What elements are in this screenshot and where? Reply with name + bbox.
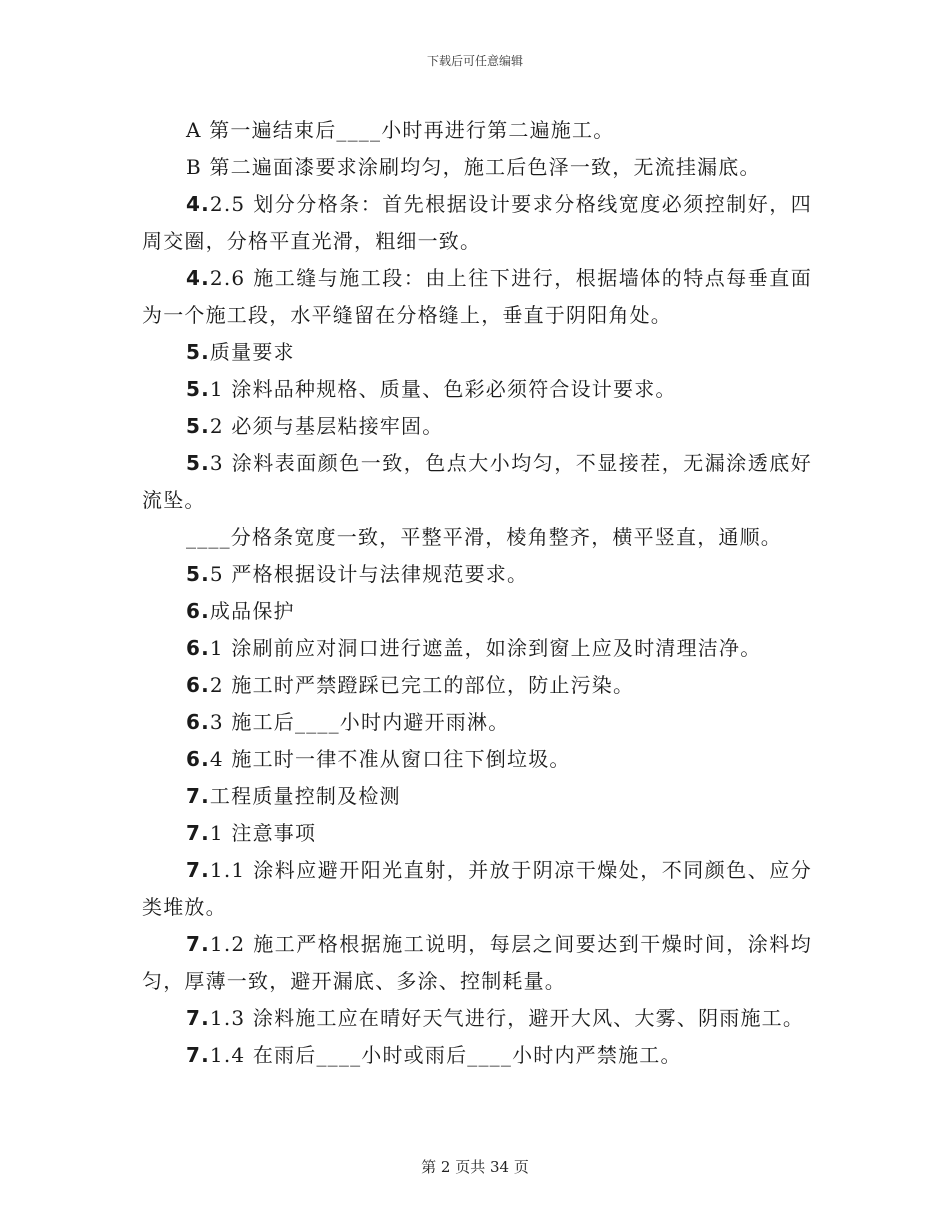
- paragraph-text: 1.3 涂料施工应在晴好天气进行，避开大风、大雾、阴雨施工。: [209, 1006, 805, 1030]
- paragraph: [142, 149, 812, 186]
- section-number: 4.: [186, 192, 210, 216]
- paragraph-text: 1.4 在雨后____小时或雨后____小时内严禁施工。: [209, 1043, 682, 1067]
- paragraph: [142, 630, 812, 667]
- paragraph: [142, 778, 812, 815]
- section-number: 7.: [186, 1006, 210, 1030]
- section-number: 6.: [186, 747, 210, 771]
- paragraph-text: 2.5 划分分格条：首先根据设计要求分格线宽度必须控制好，四周交圈，分格平直光滑，粗细一致。: [142, 192, 812, 253]
- section-number: 7.: [186, 784, 210, 808]
- paragraph: [142, 593, 812, 630]
- paragraph: [142, 556, 812, 593]
- page-footer: 第 2 页共 34 页: [421, 1158, 529, 1176]
- paragraph: [142, 815, 812, 852]
- paragraph-text: 3 施工后____小时内避开雨淋。: [209, 710, 510, 734]
- page-header: 下载后可任意编辑: [426, 54, 523, 68]
- paragraph: [142, 926, 812, 1000]
- paragraph: [142, 371, 812, 408]
- section-number: 7.: [186, 1043, 210, 1067]
- paragraph-text: 4 施工时一律不准从窗口往下倒垃圾。: [209, 747, 571, 771]
- paragraph: [142, 704, 812, 741]
- paragraph-text: B 第二遍面漆要求涂刷均匀，施工后色泽一致，无流挂漏底。: [186, 155, 761, 179]
- paragraph-text: 质量要求: [209, 340, 295, 364]
- paragraph-text: 2 必须与基层粘接牢固。: [209, 414, 444, 438]
- paragraph-text: 1 注意事项: [209, 821, 317, 845]
- paragraph: [142, 519, 812, 556]
- section-number: 6.: [186, 636, 210, 660]
- paragraph: [142, 1037, 812, 1074]
- paragraph: [142, 1000, 812, 1037]
- paragraph-text: 2.6 施工缝与施工段：由上往下进行，根据墙体的特点每垂直面为一个施工段，水平缝留在分格缝上，垂直于阴阳角处。: [142, 266, 812, 327]
- section-number: 5.: [186, 451, 210, 475]
- section-number: 7.: [186, 821, 210, 845]
- document-body: [142, 112, 812, 1074]
- paragraph-text: 3 涂料表面颜色一致，色点大小均匀，不显接茬，无漏涂透底好流坠。: [142, 451, 812, 512]
- paragraph-text: A 第一遍结束后____小时再进行第二遍施工。: [186, 118, 615, 142]
- paragraph: [142, 852, 812, 926]
- section-number: 5.: [186, 414, 210, 438]
- section-number: 4.: [186, 266, 210, 290]
- paragraph-text: 1.2 施工严格根据施工说明，每层之间要达到干燥时间，涂料均匀，厚薄一致，避开漏底、多涂、控制耗量。: [142, 932, 812, 993]
- paragraph: [142, 112, 812, 149]
- section-number: 6.: [186, 710, 210, 734]
- section-number: 6.: [186, 599, 210, 623]
- paragraph: [142, 667, 812, 704]
- paragraph-text: 1 涂料品种规格、质量、色彩必须符合设计要求。: [209, 377, 677, 401]
- section-number: 7.: [186, 932, 210, 956]
- paragraph-text: 2 施工时严禁蹬踩已完工的部位，防止污染。: [209, 673, 635, 697]
- paragraph-text: 1.1 涂料应避开阳光直射，并放于阴凉干燥处，不同颜色、应分类堆放。: [142, 858, 812, 919]
- paragraph: [142, 408, 812, 445]
- paragraph: [142, 334, 812, 371]
- paragraph-text: 1 涂刷前应对洞口进行遮盖，如涂到窗上应及时清理洁净。: [209, 636, 762, 660]
- paragraph-text: 工程质量控制及检测: [209, 784, 401, 808]
- section-number: 7.: [186, 858, 210, 882]
- section-number: 6.: [186, 673, 210, 697]
- section-number: 5.: [186, 340, 210, 364]
- paragraph: [142, 741, 812, 778]
- paragraph-text: 5 严格根据设计与法律规范要求。: [209, 562, 529, 586]
- section-number: 5.: [186, 562, 210, 586]
- paragraph-text: ____分格条宽度一致，平整平滑，棱角整齐，横平竖直，通顺。: [186, 525, 782, 549]
- paragraph: [142, 445, 812, 519]
- paragraph: [142, 260, 812, 334]
- section-number: 5.: [186, 377, 210, 401]
- paragraph-text: 成品保护: [209, 599, 295, 623]
- paragraph: [142, 186, 812, 260]
